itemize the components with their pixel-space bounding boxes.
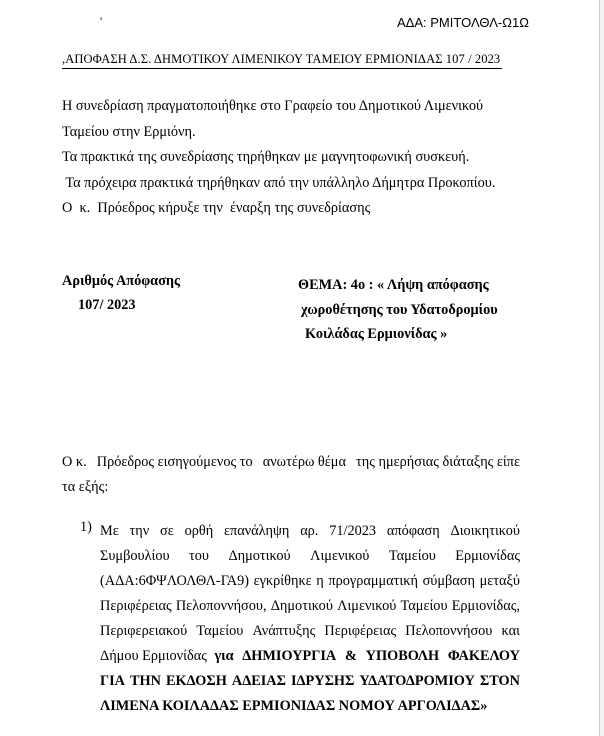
list-item-word: ΦΑΚΕΛΟΥ xyxy=(447,648,520,664)
list-item-word: Διοικητικού xyxy=(450,523,520,539)
list-item-word: Με xyxy=(100,523,119,539)
list-item-word: Ανάπτυξης xyxy=(252,623,316,639)
lead-word: Ο κ. xyxy=(62,454,87,470)
list-item-word: Περιφερειακού xyxy=(100,623,188,639)
list-item-word: Ερμιονίδας, xyxy=(451,598,520,614)
list-item-word: την xyxy=(129,523,150,539)
ada-code: ΑΔΑ: ΡΜΙΤΟΛΘΛ-Ω1Ω xyxy=(397,15,529,30)
list-item-word: Δήμου Ερμιονίδας xyxy=(100,648,211,664)
list-item-word: Περιφέρειας xyxy=(100,598,172,614)
list-item-word: εγκρίθηκε xyxy=(253,573,312,589)
title-underline xyxy=(62,68,502,69)
list-item-word: (ΑΔΑ:6ΦΨΛΟΛΘΛ-ΓΑ9) xyxy=(100,573,249,589)
list-item-word: 71/2023 xyxy=(329,523,377,539)
lead-word: Πρόεδρος εισηγούμενος το xyxy=(96,454,253,470)
list-item-line xyxy=(100,644,520,669)
lead-paragraph xyxy=(62,450,520,500)
list-item-line xyxy=(100,519,520,544)
list-item-word: Συμβουλίου xyxy=(100,548,170,564)
list-item-word: ΕΚΔΟΣΗ xyxy=(166,673,227,689)
intro-line: Ταμείου στην Ερμιόνη. xyxy=(62,123,196,140)
list-item-line xyxy=(100,669,520,694)
list-item-word: Λιμενικού xyxy=(310,548,370,564)
list-item-line xyxy=(100,544,520,569)
lead-line xyxy=(62,450,520,475)
intro-paragraph xyxy=(62,94,495,222)
list-item-word: ΙΔΡΥΣΗΣ xyxy=(290,673,355,689)
list-item-word: Λιμενικού xyxy=(337,598,397,614)
lead-line: τα εξής: xyxy=(62,479,109,495)
list-item-word: και xyxy=(501,623,520,639)
list-item-word: Ταμείου xyxy=(196,623,244,639)
list-item-word: επανάληψη xyxy=(223,523,290,539)
list-item-word: ΑΔΕΙΑΣ xyxy=(231,673,286,689)
intro-line: Ο κ. Πρόεδρος κήρυξε την έναρξη της συνεδρίασης xyxy=(62,200,371,216)
list-item-word: ΛΙΜΕΝΑ ΚΟΙΛΑΔΑΣ ΕΡΜΙΟΝΙΔΑΣ ΝΟΜΟΥ ΑΡΓΟΛΙΔΑΣ» xyxy=(100,698,488,714)
list-item-word: ΓΙΑ xyxy=(100,673,125,689)
decision-number-value: 107/ 2023 xyxy=(78,297,136,313)
list-item-word: Ερμιονίδας xyxy=(455,548,520,564)
stray-mark: ' xyxy=(100,14,103,28)
list-item-word: ΤΗΝ xyxy=(130,673,161,689)
window-edge xyxy=(600,0,604,736)
list-item-word: Πελοποννήσου, xyxy=(175,598,267,614)
list-item-word: ΥΠΟΒΟΛΗ xyxy=(365,648,440,664)
list-item-word: σε xyxy=(160,523,174,539)
list-item-text xyxy=(100,519,520,719)
list-item-word: απόφαση xyxy=(386,523,440,539)
list-item-word: Ταμείου xyxy=(400,598,448,614)
lead-word: ανωτέρω θέμα xyxy=(262,454,346,470)
intro-line: Τα πρακτικά της συνεδρίασης τηρήθηκαν με μαγνητοφωνική συσκευή. xyxy=(62,149,470,165)
list-item-word: ΥΔΑΤΟΔΡΟΜΙΟΥ xyxy=(359,673,475,689)
lead-word: της ημερήσιας διάταξης είπε xyxy=(356,454,520,470)
list-item-word: & xyxy=(344,648,357,664)
list-item-word: Ταμείου xyxy=(388,548,436,564)
list-item-word: ορθή xyxy=(184,523,214,539)
list-item-word: Δημοτικού xyxy=(270,598,333,614)
list-item-line xyxy=(100,619,520,644)
list-item-number: 1) xyxy=(80,519,92,535)
intro-line: Τα πρόχειρα πρακτικά τηρήθηκαν από την υπάλληλο Δήμητρα Προκοπίου. xyxy=(62,174,496,191)
theme-line: Κοιλάδας Ερμιονίδας » xyxy=(305,326,448,342)
theme-line: χωροθέτησης του Υδατοδρομίου xyxy=(301,301,498,318)
list-item-word: του xyxy=(189,548,209,564)
list-item-line xyxy=(100,594,520,619)
list-item-word: σύμβαση xyxy=(422,573,475,589)
list-item-word: Περιφέρειας xyxy=(324,623,397,639)
decision-number-label: Αριθμός Απόφασης xyxy=(62,273,181,289)
list-item-word: αρ. xyxy=(300,523,319,539)
list-item-word: ΣΤΟΝ xyxy=(479,673,520,689)
theme-line: ΘΕΜΑ: 4ο : « Λήψη απόφασης xyxy=(298,277,489,293)
list-item-word: προγραμματική xyxy=(328,573,418,589)
intro-line: Η συνεδρίαση πραγματοποιήθηκε στο Γραφείο του Δημοτικού Λιμενικού xyxy=(62,98,484,114)
list-item-word: για xyxy=(214,648,234,664)
list-item-word: Δημοτικού xyxy=(228,548,291,564)
list-item-word: η xyxy=(316,573,324,589)
list-item-word: Πελοποννήσου xyxy=(405,623,493,639)
list-item-word: ΔΗΜΙΟΥΡΓΙΑ xyxy=(242,648,337,664)
list-item-bold-run xyxy=(214,644,520,669)
list-item-line xyxy=(100,694,520,719)
decision-title: ,ΑΠΟΦΑΣΗ Δ.Σ. ΔΗΜΟΤΙΚΟΥ ΛΙΜΕΝΙΚΟΥ ΤΑΜΕΙΟΥ ΕΡΜΙΟΝΙΔΑΣ 107 / 2023 xyxy=(62,52,501,66)
list-item-line xyxy=(100,569,520,594)
list-item-word: μεταξύ xyxy=(479,573,520,589)
theme-block xyxy=(298,273,498,347)
